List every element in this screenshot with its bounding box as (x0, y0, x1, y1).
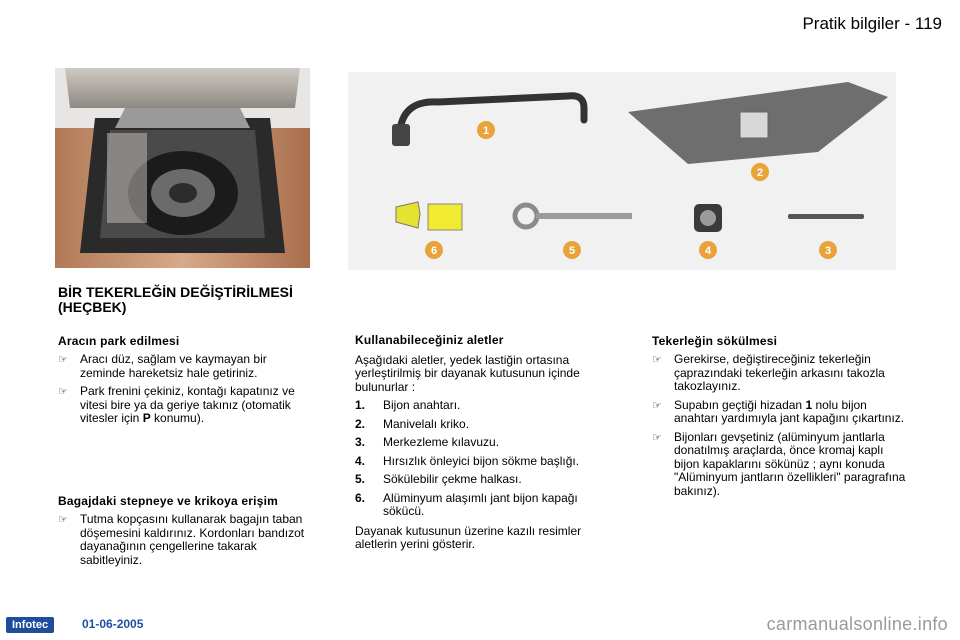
trunk-photo (55, 68, 310, 268)
page-title: Pratik bilgiler - 119 (802, 14, 942, 33)
parking-section (58, 334, 310, 426)
tool-badge-6-text: 6 (430, 245, 438, 257)
bullet-text: Bijonları gevşetiniz (alüminyum jantlarla donatılmış araçlarda, önce kromaj kaplı bijon kapaklarını sökünüz ; aynı konuda "Alüminyum jantların özellikleri" paragrafına bakınız). (674, 429, 906, 498)
tool-badge-4 (698, 240, 718, 265)
bullet-text: Park frenini çekiniz, kontağı kapatınız ve vitesi bire ya da geriye takınız (otomatik vitesler için P konumu). (80, 384, 295, 425)
tool-badge-1 (476, 120, 496, 145)
list-item (58, 353, 310, 380)
list-item: 5. Sökülebilir çekme halkası. (355, 472, 522, 486)
list-item: 6. Alüminyum alaşımlı jant bijon kapağı sökücü. (355, 490, 578, 518)
pointer-icon: ☞ (58, 386, 68, 398)
list-item: 4. Hırsızlık önleyici bijon sökme başlığı. (355, 453, 580, 468)
bullet-text: Supabın geçtiği hizadan 1 nolu bijon anahtarı yardımıyla jant kapağını çıkartınız. (674, 397, 905, 425)
section-title: BİR TEKERLEĞİN DEĞİŞTİRİLMESİ (HEÇBEK) (58, 284, 293, 315)
list-item: 1. Bijon anahtarı. (355, 398, 461, 412)
list-item (58, 513, 310, 567)
tool-badge-5-text: 5 (568, 245, 576, 257)
list-item: 2. Manivelalı kriko. (355, 416, 470, 431)
pointer-icon: ☞ (58, 514, 68, 526)
bullet-text: Tutma kopçasını kullanarak bagajın taban döşemesini kaldırınız. Kordonları bandızot dayanağının çengellerine takarak sabitleyiniz. (80, 512, 305, 567)
tool-badge-2-text: 2 (756, 167, 764, 179)
tool-badge-4-text: 4 (704, 245, 712, 257)
watermark: carmanualsonline.info (766, 614, 948, 634)
pointer-icon: ☞ (652, 399, 662, 412)
list-item (652, 353, 906, 394)
tool-badge-6 (424, 240, 444, 265)
tools-heading: Kullanabileceğiniz aletler (355, 333, 504, 347)
list-item (652, 399, 906, 426)
tool-badge-3 (818, 240, 838, 265)
bullet-text: Aracı düz, sağlam ve kaymayan bir zeminde hareketsiz hale getiriniz. (80, 352, 267, 380)
wheel-removal-section (652, 334, 906, 498)
infotec-logo: Infotec (6, 617, 54, 633)
list-item (58, 385, 310, 426)
wheel-removal-heading: Tekerleğin sökülmesi (652, 334, 778, 348)
spare-access-section (58, 494, 310, 567)
parking-heading: Aracın park edilmesi (58, 334, 180, 348)
tool-badge-5 (562, 240, 582, 265)
footer-date: 01-06-2005 (82, 617, 144, 631)
tool-badge-3-text: 3 (824, 245, 832, 257)
tool-badge-1-text: 1 (482, 125, 490, 137)
list-item (652, 431, 906, 499)
bullet-text: Gerekirse, değiştireceğiniz tekerleğin çaprazındaki tekerleğin arkasını takozla takozlayınız. (674, 352, 885, 393)
tool-badge-2 (750, 162, 770, 187)
tools-section (355, 334, 607, 552)
tools-intro: Aşağıdaki aletler, yedek lastiğin ortasına yerleştirilmiş bir dayanak kutusunun içinde bulunurlar : (355, 352, 580, 394)
tools-outro: Dayanak kutusunun üzerine kazılı resimler aletlerin yerini gösterir. (355, 523, 582, 551)
pointer-icon: ☞ (58, 354, 68, 366)
pointer-icon: ☞ (652, 431, 662, 444)
list-item: 3. Merkezleme kılavuzu. (355, 435, 500, 449)
spare-access-heading: Bagajdaki stepneye ve krikoya erişim (58, 494, 278, 508)
pointer-icon: ☞ (652, 354, 662, 366)
